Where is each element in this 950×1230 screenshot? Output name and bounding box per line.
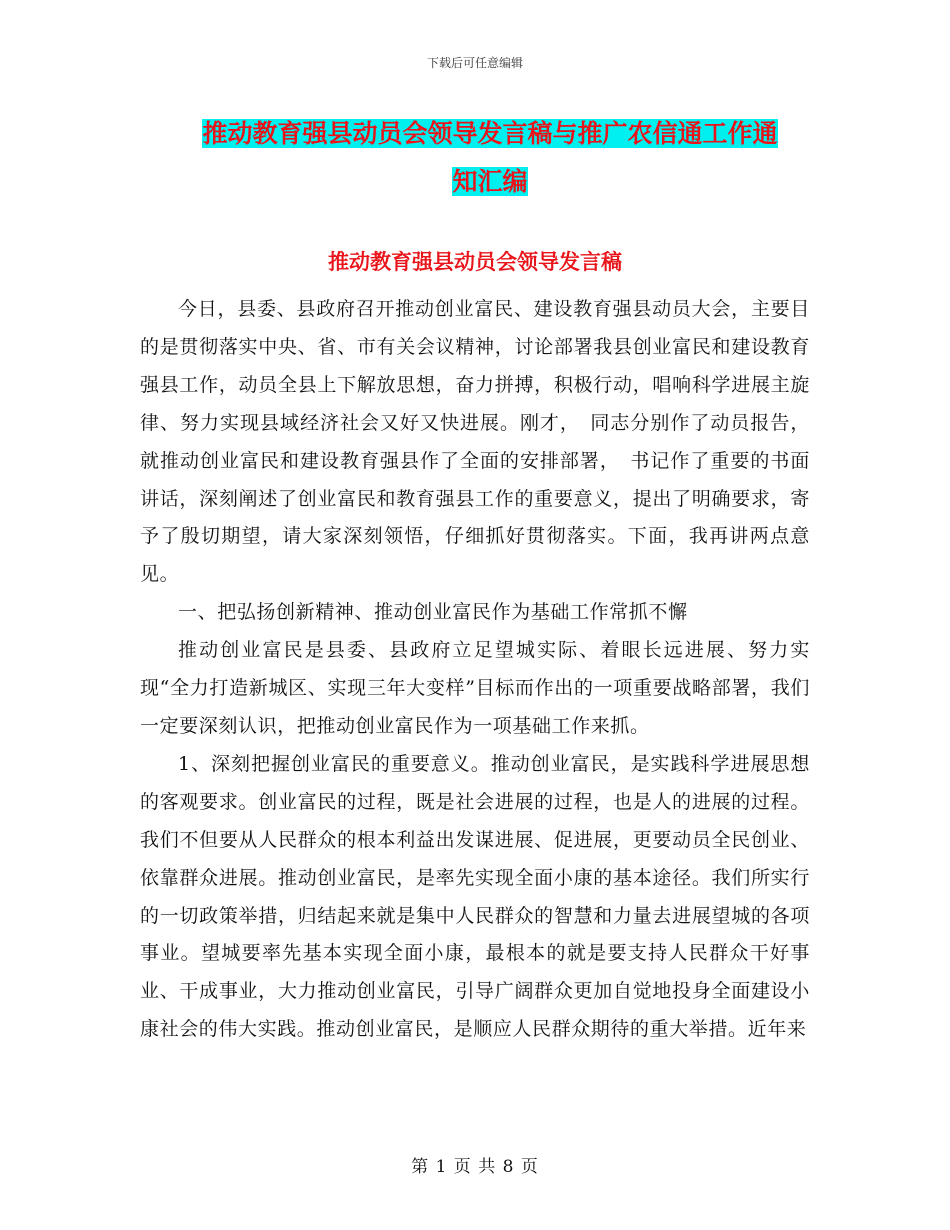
paragraph-heading-one: 一、把弘扬创新精神、推动创业富民作为基础工作常抓不懈 <box>178 601 688 624</box>
document-title-line-2: 知汇编 <box>452 167 528 196</box>
document-title <box>140 110 840 206</box>
paragraph-point-one: 1、深刻把握创业富民的重要意义。推动创业富民，是实践科学进展思想的客观要求。创业富民的过程，既是社会进展的过程，也是人的进展的过程。我们不但要从人民群众的根本利益出发谋进展、促进展，更要动员全民创业、依靠群众进展。推动创业富民，是率先实现全面小康的基本途径。我们所实行的一切政策举措，归结起来就是集中人民群众的智慧和力量去进展望城的各项事业。望城要率先基本实现全面小康，最根本的就是要支持人民群众干好事业、干成事业，大力推动创业富民，引导广阔群众更加自觉地投身全面建设小康社会的伟大实践。推动创业富民，是顺应人民群众期待的重大举措。近年来 <box>140 752 810 1041</box>
section-title: 推动教育强县动员会领导发言稿 <box>328 250 622 274</box>
document-body <box>140 291 810 1049</box>
paragraph-strategy: 推动创业富民是县委、县政府立足望城实际、着眼长远进展、努力实现“全力打造新城区、实现三年大变样”目标而作出的一项重要战略部署，我们一定要深刻认识，把推动创业富民作为一项基础工作来抓。 <box>140 639 810 737</box>
document-title-line-1: 推动教育强县动员会领导发言稿与推广农信通工作通 <box>202 119 778 148</box>
page-footer: 第 1 页 共 8 页 <box>411 1157 539 1177</box>
header-note: 下载后可任意编辑 <box>426 56 523 70</box>
paragraph-intro: 今日，县委、县政府召开推动创业富民、建设教育强县动员大会，主要目的是贯彻落实中央、省、市有关会议精神，讨论部署我县创业富民和建设教育强县工作，动员全县上下解放思想，奋力拼搏，积极行动，唱响科学进展主旋律、努力实现县域经济社会又好又快进展。刚才， 同志分别作了动员报告，就推动创业富民和建设教育强县作了全面的安排部署， 书记作了重要的书面讲话，深刻阐述了创业富民和教育强县工作的重要意义，提出了明确要求，寄予了殷切期望，请大家深刻领悟，仔细抓好贯彻落实。下面，我再讲两点意见。 <box>140 298 810 586</box>
